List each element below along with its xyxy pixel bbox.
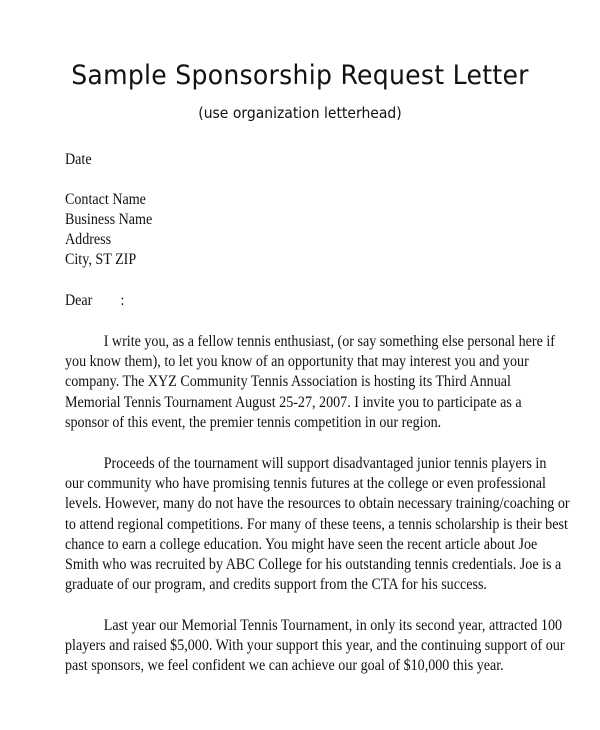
contact-name: Contact Name — [65, 191, 146, 208]
paragraph-line: I write you, as a fellow tennis enthusiast, (or say something else personal here if — [103, 333, 555, 350]
paragraph-line: our community who have promising tennis futures at the college or even professional — [65, 475, 546, 493]
paragraph-line: company. The XYZ Community Tennis Association is hosting its Third Annual — [65, 373, 511, 391]
letter-subtitle: (use organization letterhead) — [198, 104, 402, 122]
paragraph-line: Memorial Tennis Tournament August 25-27, 2007. I invite you to participate as a — [65, 393, 522, 411]
paragraph-line: Proceeds of the tournament will support disadvantaged junior tennis players in — [103, 455, 547, 472]
paragraph-3 — [65, 616, 600, 677]
paragraph-line: Last year our Memorial Tennis Tournament, in only its second year, attracted 100 — [103, 617, 563, 634]
paragraph-line: chance to earn a college education. You might have seen the recent article about Joe — [65, 535, 538, 553]
paragraph-line: to attend regional competitions. For many of these teens, a tennis scholarship is their best — [65, 515, 568, 533]
paragraph-2 — [65, 454, 600, 595]
paragraph-line: graduate of our program, and credits support from the CTA for his success. — [65, 576, 487, 594]
paragraph-1 — [65, 332, 600, 433]
business-name: Business Name — [65, 211, 153, 228]
paragraph-line: players and raised $5,000. With your support this year, and the continuing support of our — [65, 637, 565, 655]
address: Address — [65, 231, 112, 248]
paragraph-line: levels. However, many do not have the resources to obtain necessary training/coaching or — [65, 495, 570, 513]
letter-title: Sample Sponsorship Request Letter — [71, 60, 529, 91]
paragraph-line: past sponsors, we feel confident we can achieve our goal of $10,000 this year. — [65, 657, 504, 675]
paragraph-line: Smith who was recruited by ABC College for his outstanding tennis credentials. Joe is a — [65, 556, 562, 574]
city-state-zip: City, ST ZIP — [65, 251, 137, 268]
paragraph-line: you know them), to let you know of an opportunity that may interest you and your — [65, 353, 529, 371]
date-line: Date — [65, 151, 92, 168]
salutation: Dear : — [65, 292, 125, 309]
paragraph-line: sponsor of this event, the premier tennis competition in our region. — [65, 413, 442, 431]
